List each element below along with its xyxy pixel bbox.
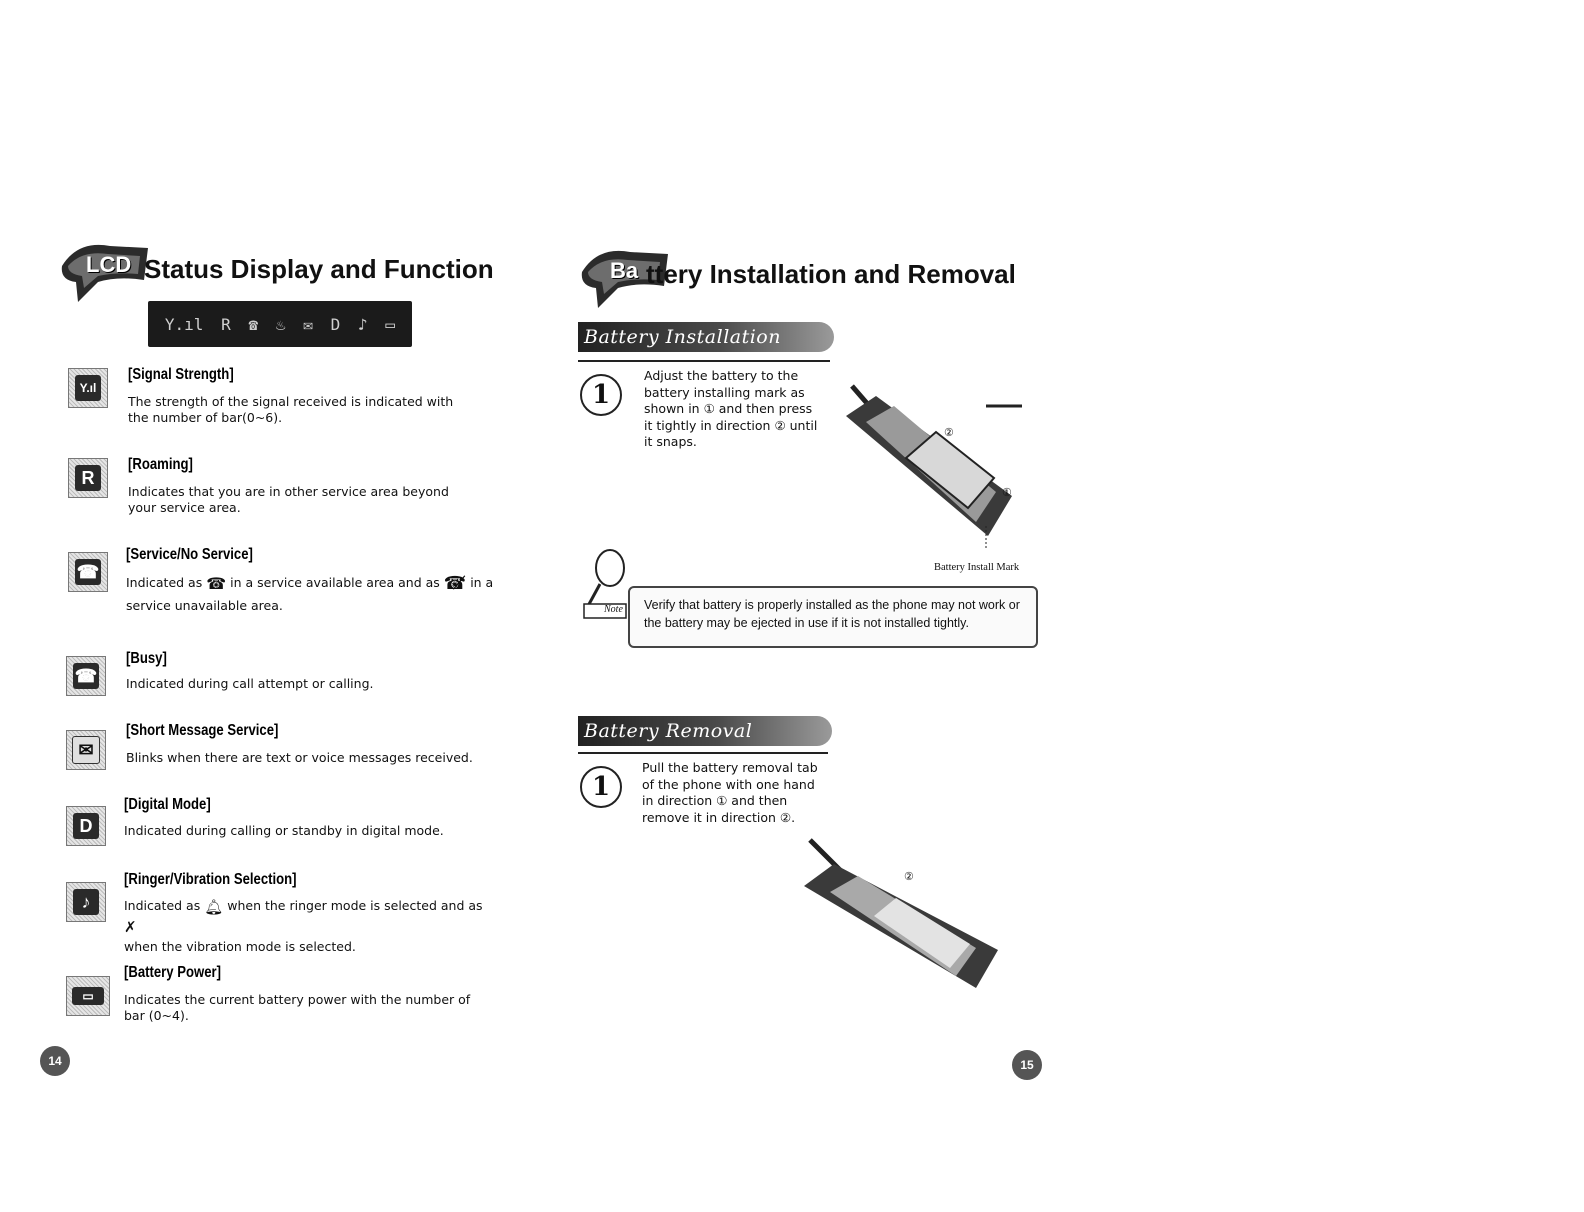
battery-section-tag: Ba (610, 258, 639, 283)
item-title-ringer: [Ringer/Vibration Selection] (124, 871, 297, 888)
message-icon: ✉ (66, 730, 106, 770)
subheading-battery-installation: Battery Installation (578, 322, 834, 352)
callout-2-removal: ② (904, 871, 914, 883)
battery-install-mark-label: Battery Install Mark (934, 562, 1020, 573)
page-number-left: 14 (40, 1046, 70, 1076)
page-number-right: 15 (1012, 1050, 1042, 1080)
lcd-battery-icon: ▭ (385, 314, 396, 334)
bell-off-icon: ✗ (124, 918, 137, 936)
installation-rule (578, 360, 830, 362)
digital-mode-icon: D (66, 806, 106, 846)
lcd-roaming-icon: R (221, 314, 231, 334)
service-icon: ☎ (68, 552, 108, 592)
bell-icon: 🔔︎ (204, 897, 224, 916)
item-title-roaming: [Roaming] (128, 456, 193, 473)
installation-step-1: 1 (580, 374, 622, 416)
note-box (628, 586, 1038, 648)
item-title-busy: [Busy] (126, 650, 167, 667)
phone-battery-install-illustration (836, 376, 1026, 552)
note-text: Verify that battery is properly installed as the phone may not work or the battery may be ejected in use if it is not installed tightly. (644, 598, 1020, 630)
item-text-roaming: Indicates that you are in other service area beyond your service area. (128, 484, 449, 515)
service-phone-icon: ☎ (206, 573, 227, 593)
callout-1-install: ① (1002, 487, 1012, 499)
lcd-busy-icon: ♨ (275, 314, 286, 334)
page-title-status-display: Status Display and Function (144, 254, 494, 284)
item-title-message: [Short Message Service] (126, 722, 279, 739)
phone-battery-removal-illustration (800, 836, 1000, 992)
removal-step-1: 1 (580, 766, 622, 808)
note-label: Note (604, 604, 623, 615)
lcd-ringer-icon: ♪ (358, 314, 368, 334)
item-text-ringer: Indicated as 🔔︎ when the ringer mode is selected and as ✗ when the vibration mode is selected. (124, 897, 483, 954)
item-text-service: Indicated as ☎ in a service available area and as ☎̸ in a service unavailable area. (126, 572, 494, 613)
callout-2-install: ② (944, 427, 954, 439)
item-title-battery: [Battery Power] (124, 964, 221, 981)
busy-icon: ☎ (66, 656, 106, 696)
subheading-battery-removal: Battery Removal (578, 716, 832, 746)
installation-instructions: Adjust the battery to the battery installing mark as shown in ① and then press it tightly in direction ② until it snaps. (644, 368, 818, 449)
item-text-busy: Indicated during call attempt or calling. (126, 676, 374, 691)
item-text-digital: Indicated during calling or standby in digital mode. (124, 823, 444, 838)
lcd-signal-icon: Y.ıl (164, 314, 204, 334)
lcd-digital-icon: D (330, 314, 341, 334)
lcd-service-icon: ☎ (248, 314, 259, 334)
removal-instructions: Pull the battery removal tab of the phone with one hand in direction ① and then remove it in direction ②. (642, 760, 818, 825)
lcd-status-strip (148, 301, 412, 347)
signal-strength-icon: Y.ıl (68, 368, 108, 408)
page-title-battery: ttery Installation and Removal (646, 259, 1016, 289)
item-text-message: Blinks when there are text or voice messages received. (126, 750, 473, 765)
item-title-digital: [Digital Mode] (124, 796, 211, 813)
lcd-message-icon: ✉ (303, 314, 313, 334)
removal-rule (578, 752, 828, 754)
no-service-phone-icon: ☎̸ (443, 572, 467, 594)
item-title-service: [Service/No Service] (126, 546, 253, 563)
item-title-signal: [Signal Strength] (128, 366, 234, 383)
item-text-battery: Indicates the current battery power with the number of bar (0~4). (124, 992, 471, 1023)
roaming-icon: R (68, 458, 108, 498)
lcd-section-tag: LCD (86, 252, 132, 277)
battery-icon: ▭ (66, 976, 110, 1016)
item-text-signal: The strength of the signal received is indicated with the number of bar(0~6). (128, 394, 454, 425)
ringer-icon: ♪ (66, 882, 106, 922)
